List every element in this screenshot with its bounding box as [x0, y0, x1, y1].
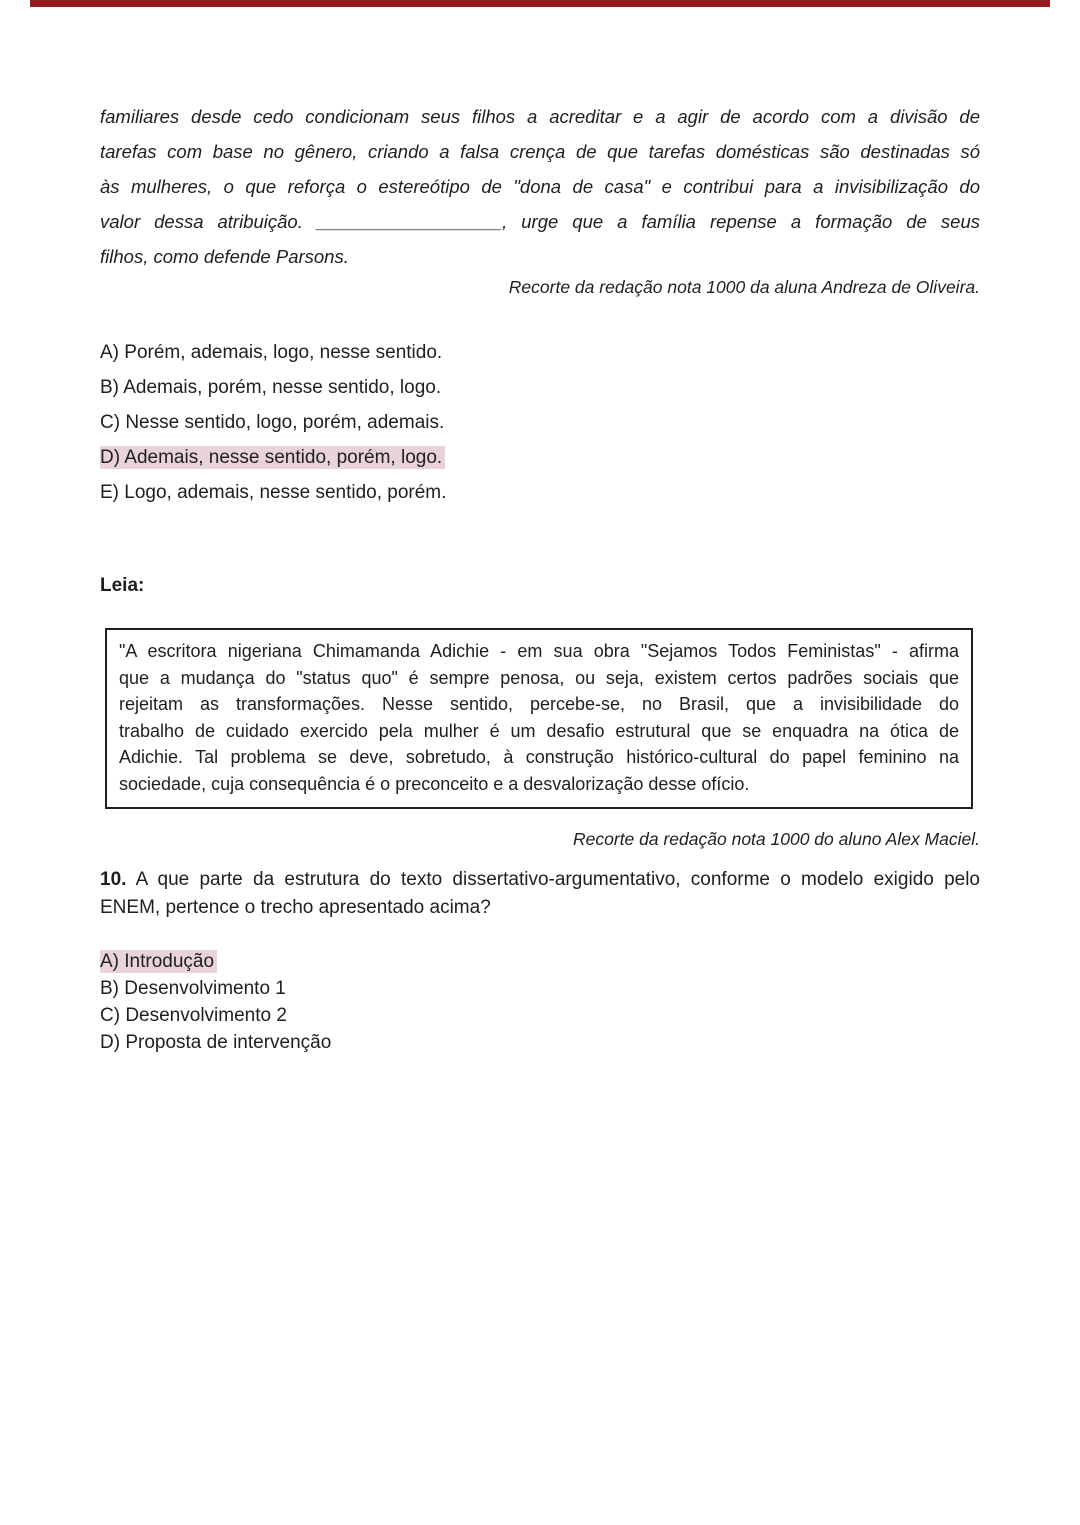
option-label: B) Desenvolvimento 1: [100, 978, 286, 999]
quote-line-1: "A escritora nigeriana Chimamanda Adichie - em sua obra "Sejamos Todos Feministas" - afirma: [119, 641, 959, 661]
question9-option-d-highlighted: [100, 440, 980, 475]
read-heading: Leia:: [100, 575, 145, 596]
question10-option-d: [100, 1029, 980, 1056]
excerpt1-line-2: tarefas com base no gênero, criando a falsa crença de que tarefas domésticas são destinadas só: [100, 141, 980, 162]
excerpt1-line-5: filhos, como defende Parsons.: [100, 246, 349, 267]
option-label: C) Desenvolvimento 2: [100, 1005, 287, 1026]
option-label: B) Ademais, porém, nesse sentido, logo.: [100, 377, 442, 398]
question10-number: 10.: [100, 869, 127, 890]
question10-option-a-highlighted: [100, 948, 980, 975]
question9-option-a: [100, 335, 980, 370]
quote-line-5: Adichie. Tal problema se deve, sobretudo, à construção histórico-cultural do papel feminino na: [119, 747, 959, 767]
option-label: D) Proposta de intervenção: [100, 1032, 332, 1053]
question9-option-b: [100, 370, 980, 405]
top-accent-bar: [30, 0, 1050, 7]
excerpt2-attribution: Recorte da redação nota 1000 do aluno Alex Maciel.: [573, 829, 980, 849]
option-label: A) Porém, ademais, logo, nesse sentido.: [100, 342, 443, 363]
question10-options: [100, 948, 980, 1056]
quote-box: [105, 628, 973, 809]
question9-options: [100, 335, 980, 510]
question10-line-2: ENEM, pertence o trecho apresentado acima?: [100, 896, 491, 918]
answer-highlight: A) Introdução: [100, 950, 217, 973]
excerpt1-line-3: às mulheres, o que reforça o estereótipo de "dona de casa" e contribui para a invisibilização do: [100, 176, 980, 197]
excerpt1-line-4: valor dessa atribuição. __________________, urge que a família repense a formação de seus: [100, 211, 980, 232]
answer-highlight: D) Ademais, nesse sentido, porém, logo.: [100, 446, 445, 469]
question10-text: [100, 866, 980, 921]
question10-statement: A que parte da estrutura do texto dissertativo-argumentativo, conforme o modelo exigido pelo: [135, 869, 980, 890]
quote-line-4: trabalho de cuidado exercido pela mulher é um desafio estrutural que se enquadra na ótica de: [119, 720, 959, 741]
quote-line-3: rejeitam as transformações. Nesse sentido, percebe-se, no Brasil, que a invisibilidade do: [119, 694, 959, 714]
quote-line-2: que a mudança do "status quo" é sempre penosa, ou seja, existem certos padrões sociais que: [119, 667, 959, 688]
question9-option-c: [100, 405, 980, 440]
option-label: E) Logo, ademais, nesse sentido, porém.: [100, 482, 447, 503]
question10-line-1: [100, 866, 980, 894]
question9-option-e: [100, 475, 980, 510]
quote-line-6: sociedade, cuja consequência é o preconceito e a desvalorização desse ofício.: [119, 773, 750, 794]
excerpt1-attribution: Recorte da redação nota 1000 da aluna Andreza de Oliveira.: [508, 277, 980, 297]
essay-excerpt-1: [100, 99, 980, 274]
question10-option-c: [100, 1002, 980, 1029]
question10-option-b: [100, 975, 980, 1002]
excerpt1-line-1: familiares desde cedo condicionam seus filhos a acreditar e a agir de acordo com a divisão de: [100, 106, 980, 127]
option-label: C) Nesse sentido, logo, porém, ademais.: [100, 412, 445, 433]
